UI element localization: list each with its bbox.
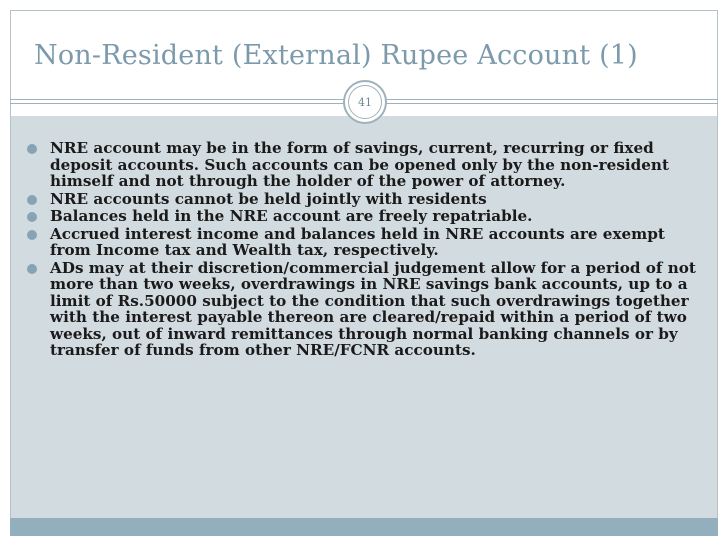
- page-number-badge: [343, 80, 387, 124]
- bullet-icon: [27, 195, 37, 205]
- list-item: [26, 226, 706, 259]
- bullet-list: [26, 140, 706, 360]
- page-number: 41: [348, 85, 382, 119]
- bullet-text: ADs may at their discretion/commercial judgement allow for a period of not more than two weeks, overdrawings in NRE savings bank accounts, up to a limit of Rs.50000 subject to the condition that such overdrawings together with the interest payable thereon are cleared/repaid within a period of two weeks, out of inward remittances through normal banking channels or by transfer of funds from other NRE/FCNR accounts.: [50, 258, 696, 359]
- bullet-text: NRE account may be in the form of savings, current, recurring or fixed deposit accounts. Such accounts can be opened only by the non-resident himself and not through the holder of the power of attorney.: [50, 139, 669, 190]
- bullet-icon: [27, 230, 37, 240]
- list-item: [26, 208, 706, 225]
- list-item: [26, 140, 706, 190]
- list-item: [26, 260, 706, 359]
- bullet-icon: [27, 144, 37, 154]
- footer-band: [10, 518, 718, 536]
- bullet-icon: [27, 264, 37, 274]
- slide-title: Non-Resident (External) Rupee Account (1): [34, 40, 638, 71]
- list-item: [26, 191, 706, 208]
- bullet-icon: [27, 212, 37, 222]
- bullet-text: Balances held in the NRE account are freely repatriable.: [50, 207, 533, 225]
- bullet-text: NRE accounts cannot be held jointly with residents: [50, 189, 487, 208]
- bullet-text: Accrued interest income and balances held in NRE accounts are exempt from Income tax and Wealth tax, respectively.: [50, 224, 665, 259]
